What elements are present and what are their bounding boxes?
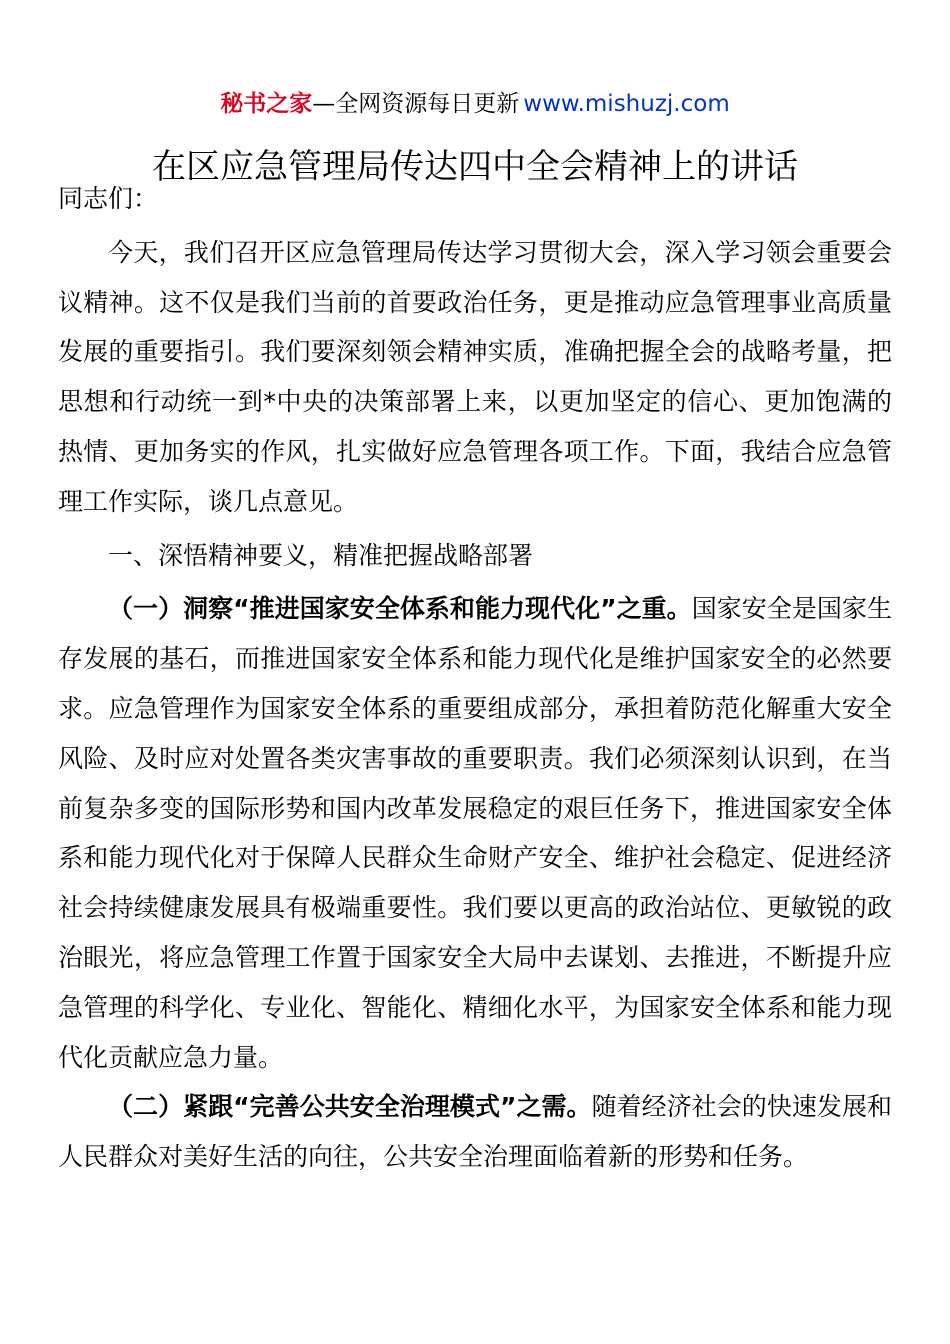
item-2-paragraph xyxy=(58,1082,892,1182)
document-body xyxy=(58,174,892,1182)
item-2-text: 随着经济社会的快速发展和人民群众对美好生活的向往，公共安全治理面临着新的形势和任务。 xyxy=(58,1092,892,1172)
item-1-text: 国家安全是国家生存发展的基石，而推进国家安全体系和能力现代化是维护国家安全的必然要求。应急管理作为国家安全体系的重要组成部分，承担着防范化解重大安全风险、及时应对处置各类灾害事故的重要职责。我们必须深刻认识到，在当前复杂多变的国际形势和国内改革发展稳定的艰巨任务下，推进国家安全体系和能力现代化对于保障人民群众生命财产安全、维护社会稳定、促进经济社会持续健康发展具有极端重要性。我们要以更高的政治站位、更敏锐的政治眼光，将应急管理工作置于国家安全大局中去谋划、去推进，不断提升应急管理的科学化、专业化、智能化、精细化水平，为国家安全体系和能力现代化贡献应急力量。 xyxy=(58,594,892,1072)
item-1-lead: （一）洞察“推进国家安全体系和能力现代化”之重。 xyxy=(108,594,692,624)
site-tagline: —全网资源每日更新 xyxy=(312,91,520,117)
site-header xyxy=(0,86,950,122)
item-2-lead: （二）紧跟“完善公共安全治理模式”之需。 xyxy=(108,1092,592,1122)
salutation: 同志们： xyxy=(58,184,159,213)
section-heading: 一、深悟精神要义，精准把握战略部署 xyxy=(108,540,534,570)
item-1-paragraph xyxy=(58,584,892,1082)
page-title: 在区应急管理局传达四中全会精神上的讲话 xyxy=(152,147,798,187)
intro-paragraph: 今天，我们召开区应急管理局传达学习贯彻大会，深入学习领会重要会议精神。这不仅是我们当前的首要政治任务，更是推动应急管理事业高质量发展的重要指引。我们要深刻领会精神实质，准确把握全会的战略考量，把思想和行动统一到*中央的决策部署上来，以更加坚定的信心、更加饱满的热情、更加务实的作风，扎实做好应急管理各项工作。下面，我结合应急管理工作实际，谈几点意见。 xyxy=(58,237,892,516)
site-brand: 秘书之家 xyxy=(220,91,313,117)
site-url-link[interactable]: www.mishuzj.com xyxy=(523,91,730,117)
